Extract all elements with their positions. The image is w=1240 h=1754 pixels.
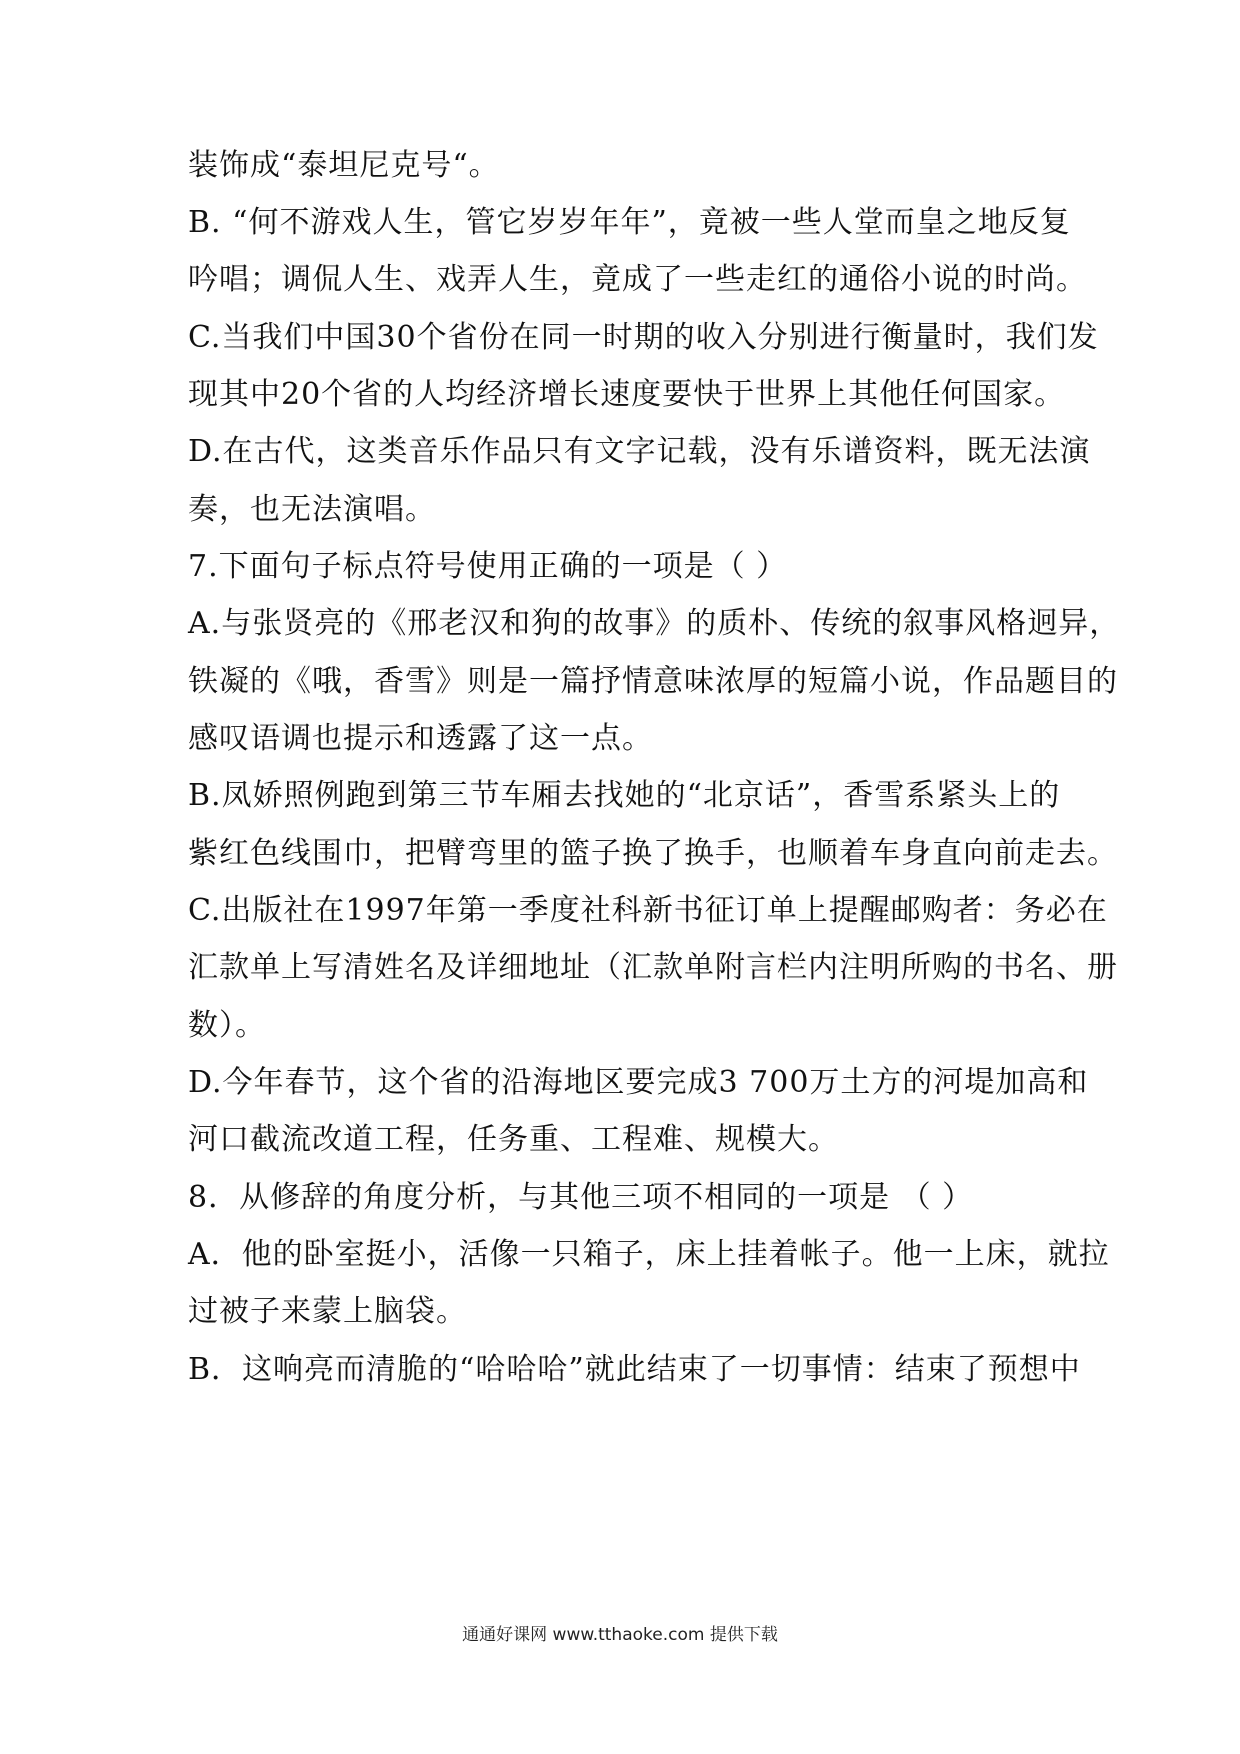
text-line: 装饰成“泰坦尼克号“。 [188, 148, 500, 183]
text-line: 吟唱；调侃人生、戏弄人生，竟成了一些走红的通俗小说的时尚。 [188, 262, 1087, 297]
question-7-stem: 7.下面句子标点符号使用正确的一项是（ ） [188, 549, 788, 584]
option-c-line: C.出版社在1997年第一季度社科新书征订单上提醒邮购者：务必在 [188, 893, 1108, 928]
page-footer: 通通好课网 www.tthaoke.com 提供下载 [462, 1625, 778, 1645]
option-b-line: B．这响亮而清脆的“哈哈哈”就此结束了一切事情：结束了预想中 [188, 1352, 1081, 1387]
text-line: 感叹语调也提示和透露了这一点。 [188, 721, 653, 756]
text-line: 铁凝的《哦，香雪》则是一篇抒情意味浓厚的短篇小说，作品题目的 [188, 664, 1118, 699]
text-line: 河口截流改道工程，任务重、工程难、规模大。 [188, 1122, 839, 1157]
option-a-line: A．他的卧室挺小，活像一只箱子，床上挂着帐子。他一上床，就拉 [188, 1237, 1110, 1272]
text-line: 过被子来蒙上脑袋。 [188, 1294, 467, 1329]
text-line: 数）。 [188, 1008, 266, 1043]
option-b-line: B.凤娇照例跑到第三节车厢去找她的“北京话”，香雪系紧头上的 [188, 778, 1061, 813]
text-line: 奏，也无法演唱。 [188, 492, 436, 527]
text-line: 汇款单上写清姓名及详细地址（汇款单附言栏内注明所购的书名、册 [188, 950, 1118, 985]
question-8-stem: 8．从修辞的角度分析，与其他三项不相同的一项是 （ ） [188, 1180, 974, 1215]
option-d-line: D.在古代，这类音乐作品只有文字记载，没有乐谱资料，既无法演 [188, 434, 1091, 469]
text-line: 现其中20个省的人均经济增长速度要快于世界上其他任何国家。 [188, 377, 1066, 412]
option-c-line: C.当我们中国30个省份在同一时期的收入分别进行衡量时，我们发 [188, 320, 1099, 355]
text-line: 紫红色线围巾，把臂弯里的篮子换了换手，也顺着车身直向前走去。 [188, 836, 1118, 871]
option-d-line: D.今年春节，这个省的沿海地区要完成3 700万土方的河堤加高和 [188, 1065, 1089, 1100]
option-b-line: B. “何不游戏人生，管它岁岁年年”，竟被一些人堂而皇之地反复 [188, 205, 1071, 240]
option-a-line: A.与张贤亮的《邢老汉和狗的故事》的质朴、传统的叙事风格迥异， [188, 606, 1121, 641]
